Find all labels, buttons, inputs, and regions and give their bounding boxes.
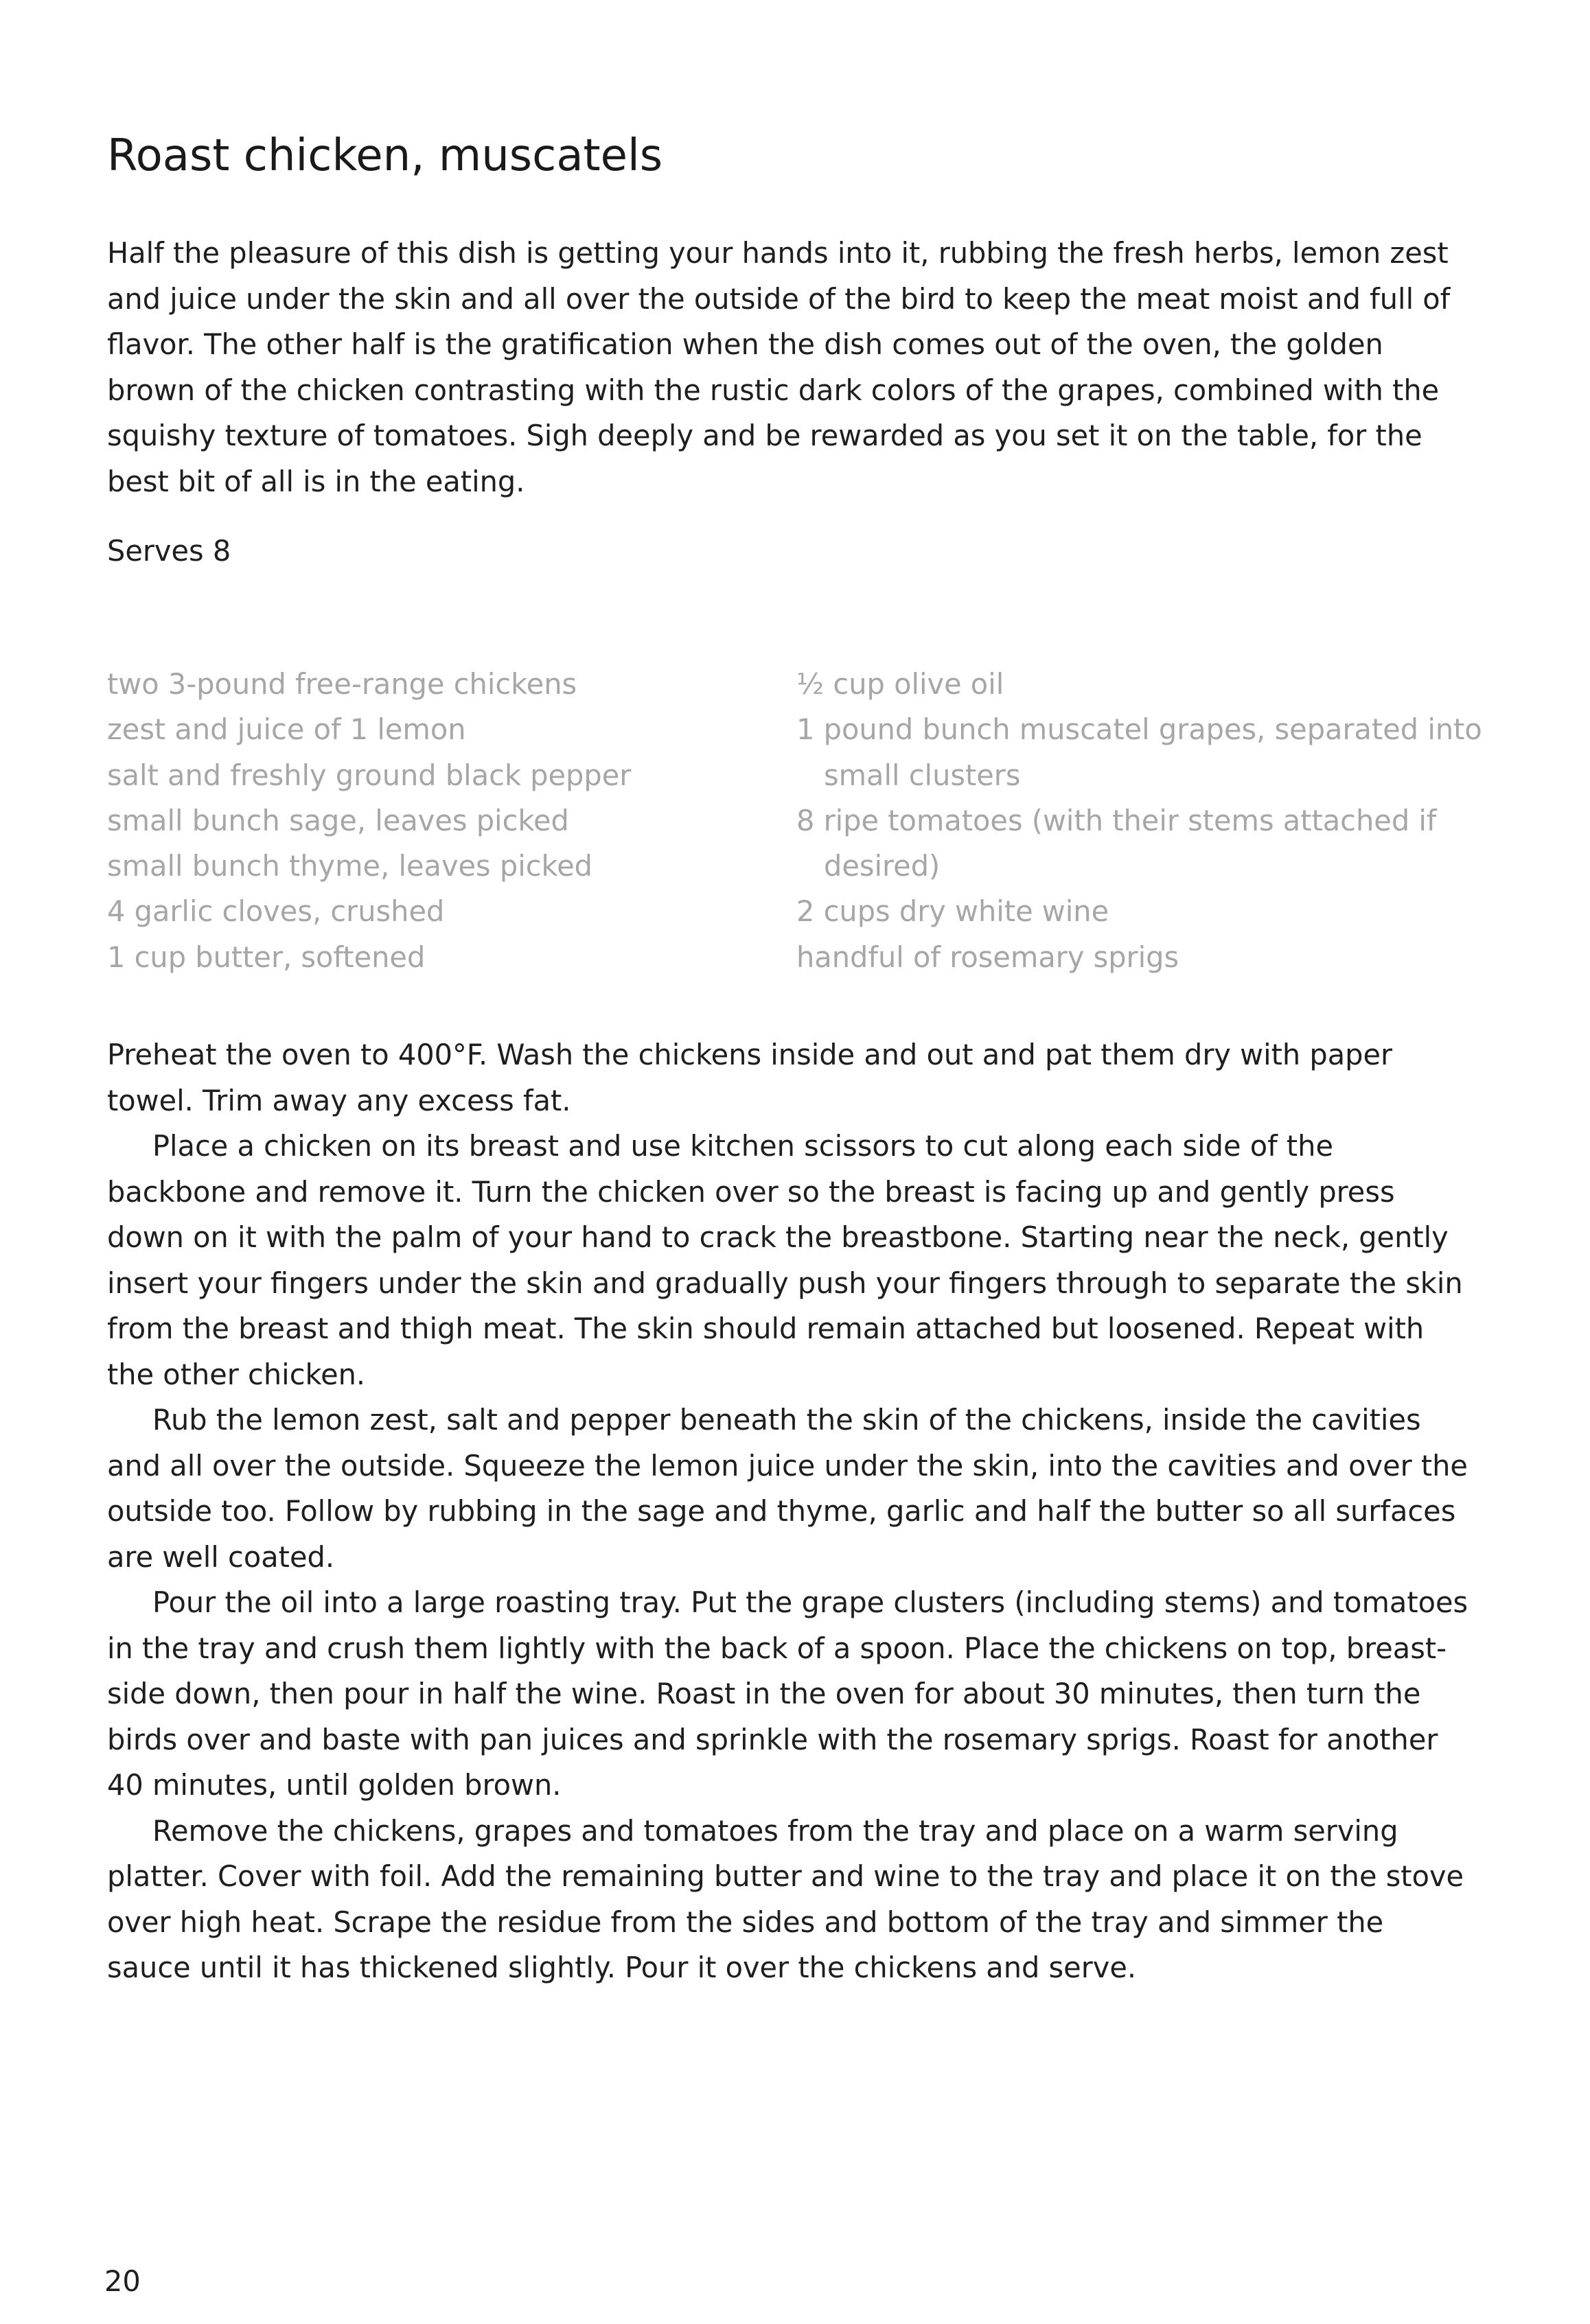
recipe-intro: Half the pleasure of this dish is getting your hands into it, rubbing the fresh herbs, lemon zest and juice under the skin and all over the outside of the bird to keep the meat moist and full of flavor. The other half is the gratification when the dish comes out of the oven, the golden brown of the chicken contrasting with the rustic dark colors of the grapes, combined with the squishy texture of tomatoes. Sigh deeply and be rewarded as you set it on the table, for the best bit of all is in the eating.: [107, 236, 1451, 498]
ingredient-item: ½ cup olive oil: [796, 667, 1004, 701]
ingredient-item: 1 pound bunch muscatel grapes, separated into small clusters: [796, 712, 1482, 792]
ingredients-left-column: [107, 662, 677, 980]
method-step: Preheat the oven to 400°F. Wash the chickens inside and out and pat them dry with paper towel. Trim away any excess fat.: [107, 1038, 1393, 1117]
ingredient-item: handful of rosemary sprigs: [796, 940, 1179, 974]
ingredient-item: zest and juice of 1 lemon: [107, 712, 466, 747]
method-section: [107, 1032, 1473, 1991]
ingredient-item: 4 garlic cloves, crushed: [107, 894, 445, 929]
serves-count: Serves 8: [107, 534, 231, 568]
ingredient-item: small bunch sage, leaves picked: [107, 803, 569, 837]
page-number: 20: [104, 2264, 141, 2298]
method-step: Remove the chickens, grapes and tomatoes from the tray and place on a warm serving platter. Cover with foil. Add the remaining butter and wine to the tray and place it on the stove over high heat. Scrape the residue from the sides and bottom of the tray and simmer the sauce until it has thickened slightly. Pour it over the chickens and serve.: [107, 1813, 1464, 1984]
ingredient-item: two 3-pound free-range chickens: [107, 667, 577, 701]
ingredients-right-column: [796, 662, 1483, 980]
ingredient-item: salt and freshly ground black pepper: [107, 758, 632, 792]
ingredient-item: 2 cups dry white wine: [796, 894, 1109, 929]
ingredient-item: small bunch thyme, leaves picked: [107, 849, 592, 883]
ingredient-item: 1 cup butter, softened: [107, 940, 426, 974]
method-step: Rub the lemon zest, salt and pepper beneath the skin of the chickens, inside the cavities and all over the outside. Squeeze the lemon juice under the skin, into the cavities and over the outside too. Follow by rubbing in the sage and thyme, garlic and half the butter so all surfaces are well coated.: [107, 1403, 1468, 1574]
ingredient-item: 8 ripe tomatoes (with their stems attached if desired): [796, 803, 1437, 883]
method-step: Place a chicken on its breast and use kitchen scissors to cut along each side of the backbone and remove it. Turn the chicken over so the breast is facing up and gently press down on it with the palm of your hand to crack the breastbone. Starting near the neck, gently insert your fingers under the skin and gradually push your fingers through to separate the skin from the breast and thigh meat. The skin should remain attached but loosened. Repeat with the other chicken.: [107, 1129, 1463, 1391]
method-step: Pour the oil into a large roasting tray. Put the grape clusters (including stems) and tomatoes in the tray and crush them lightly with the back of a spoon. Place the chickens on top, breast-side down, then pour in half the wine. Roast in the oven for about 30 minutes, then turn the birds over and baste with pan juices and sprinkle with the rosemary sprigs. Roast for another 40 minutes, until golden brown.: [107, 1585, 1468, 1802]
recipe-title: Roast chicken, muscatels: [107, 130, 663, 181]
